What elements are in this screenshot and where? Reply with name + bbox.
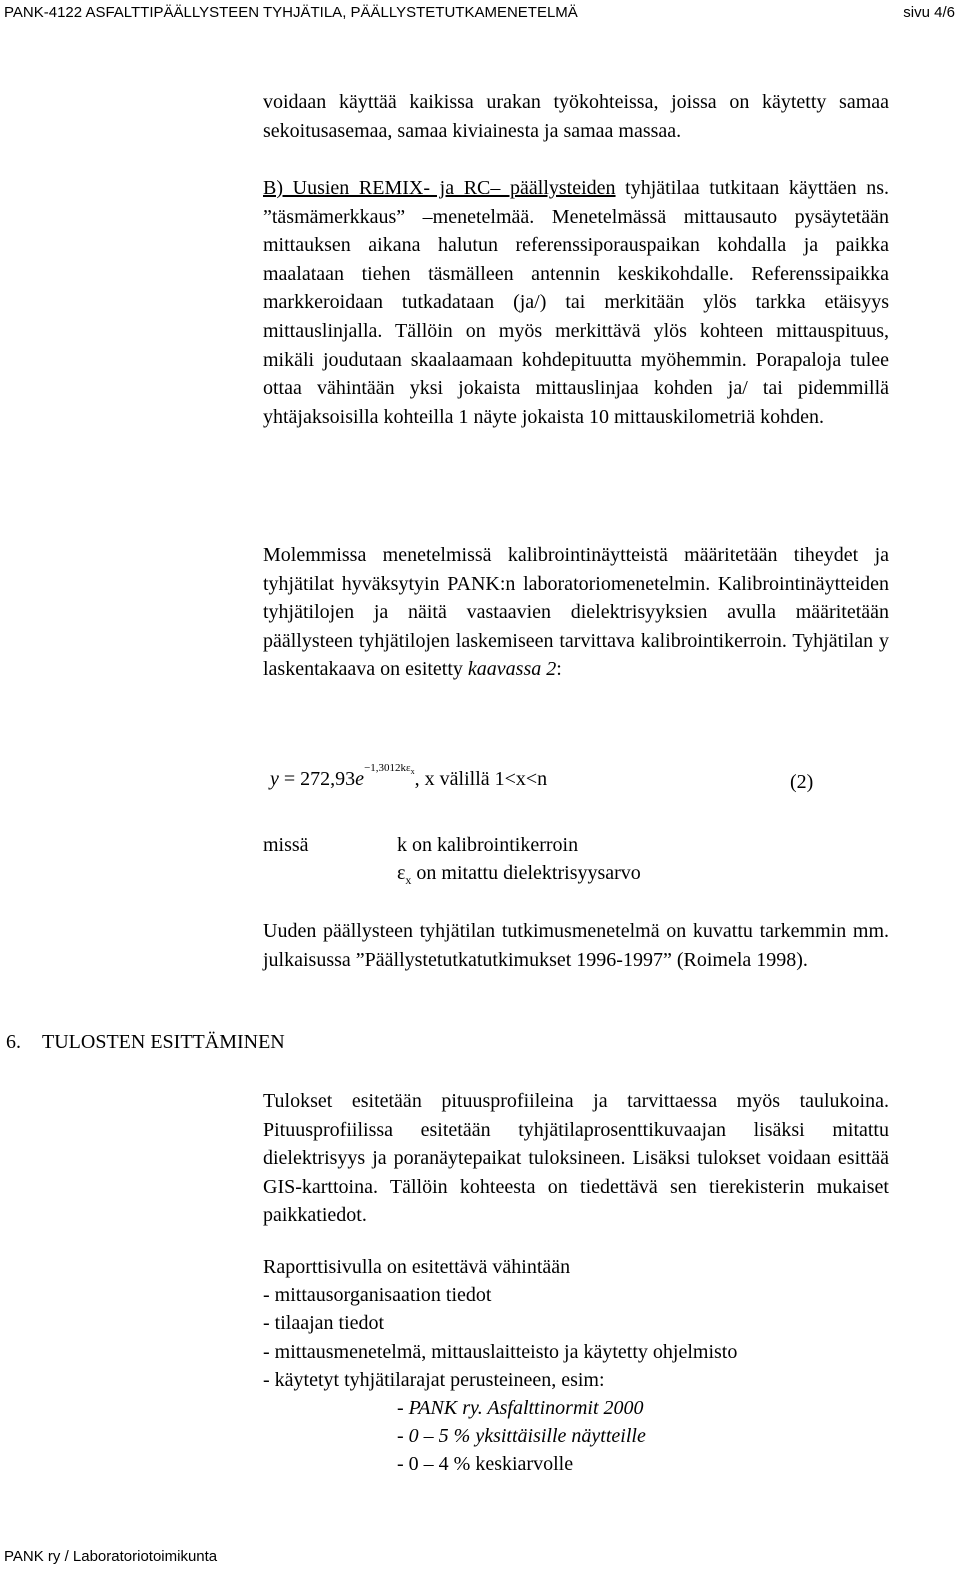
section-title: TULOSTEN ESITTÄMINEN [42,1031,285,1053]
list-item: - mittausorganisaation tiedot [263,1284,492,1306]
formula-exponent: −1,3012kεx [364,762,415,777]
remix-rc-lead: B) Uusien REMIX- ja RC– päällysteiden [263,177,616,199]
formula-2 [270,762,548,791]
where-label: missä [263,834,309,856]
paragraph-3-text: Molemmissa menetelmissä kalibrointinäytteistä määritetään tiheydet ja tyhjätilat hyväksytyin PANK:n laboratoriomenetelmin. Kalibrointinäytteiden tyhjätilojen ja näitä vastaavien dielektrisyyksien avulla määritetään päällysteen tyhjätilojen laskemiseen tarvittava kalibrointikerroin. Tyhjätilan y laskentakaava on esitetty [263,544,889,681]
sub-list-item: - PANK ry. Asfalttinormit 2000 [397,1397,644,1419]
sub-list-item: - 0 – 4 % keskiarvolle [397,1453,574,1475]
sub-list-item: - 0 – 5 % yksittäisille näytteille [397,1425,646,1447]
formula-base: e [355,768,365,790]
formula-lhs: y [270,768,279,790]
formula-range: , x välillä 1<x<n [414,768,548,790]
paragraph-4: Uuden päällysteen tyhjätilan tutkimusmenetelmä on kuvattu tarkemmin mm. julkaisussa ”Päällystetutkatutkimukset 1996-1997” (Roimela 1998). [263,920,889,971]
section-number: 6. [6,1031,21,1053]
formula-reference: kaavassa 2 [467,658,557,681]
list-item: - käytetyt tyhjätilarajat perusteineen, esim: [263,1369,605,1391]
footer: PANK ry / Laboratoriotoimikunta [4,1548,218,1565]
where-k-definition: k on kalibrointikerroin [397,834,579,856]
where-epsilon-definition: $\varepsilon_x$ on mitattu dielektrisyysarvo [397,862,641,887]
paragraph-3-end: : [556,658,562,681]
paragraph-1: voidaan käyttää kaikissa urakan työkohteissa, joissa on käytetty samaa sekoitusasemaa, samaa kiviainesta ja samaa massaa. [263,91,889,142]
formula-coefficient: = 272,93 [278,768,356,790]
header-title: PANK-4122 ASFALTTIPÄÄLLYSTEEN TYHJÄTILA, PÄÄLLYSTETUTKAMENETELMÄ [4,4,578,21]
paragraph-2 [263,174,889,431]
paragraph-2-rest: tyhjätilaa tutkitaan käyttäen ns. ”täsmämerkkaus” –menetelmää. Menetelmässä mittausauto pysäytetään mittauksen aikana halutun referenssiporauspaikan kohdalla ja paikka maalataan tiehen täsmälleen antennin keskikohdalle. Referenssipaikka markkeroidaan tutkadataan (ja/) tai merkitään ylös tarkka etäisyys mittauslinjalla. Tällöin on myös merkittävä ylös kohteen mittauspituus, mikäli joudutaan skaalaamaan kohdepituutta myöhemmin. Porapaloja tulee ottaa vähintään yksi jokaista mittauslinjaa kohden ja/ tai pidemmillä yhtäjaksoisilla kohteilla 1 näyte jokaista 10 mittauskilometriä kohden. [263,177,889,428]
formula-number: (2) [790,771,814,793]
report-intro: Raporttisivulla on esitettävä vähintään [263,1256,571,1278]
page-number: sivu 4/6 [903,4,955,21]
list-item: - tilaajan tiedot [263,1312,385,1334]
list-item: - mittausmenetelmä, mittauslaitteisto ja käytetty ohjelmisto [263,1341,738,1363]
paragraph-3 [263,541,889,684]
paragraph-5: Tulokset esitetään pituusprofiileina ja tarvittaessa myös taulukoina. Pituusprofiilissa esitetään tyhjätilaprosenttikuvaajan lisäksi mitattu dielektrisyys ja poranäytepaikat tuloksineen. Lisäksi tulokset voidaan esittää GIS-karttoina. Tällöin kohteesta on tiedettävä sen tierekisterin mukaiset paikkatiedot. [263,1090,889,1227]
section-heading [6,1031,285,1054]
